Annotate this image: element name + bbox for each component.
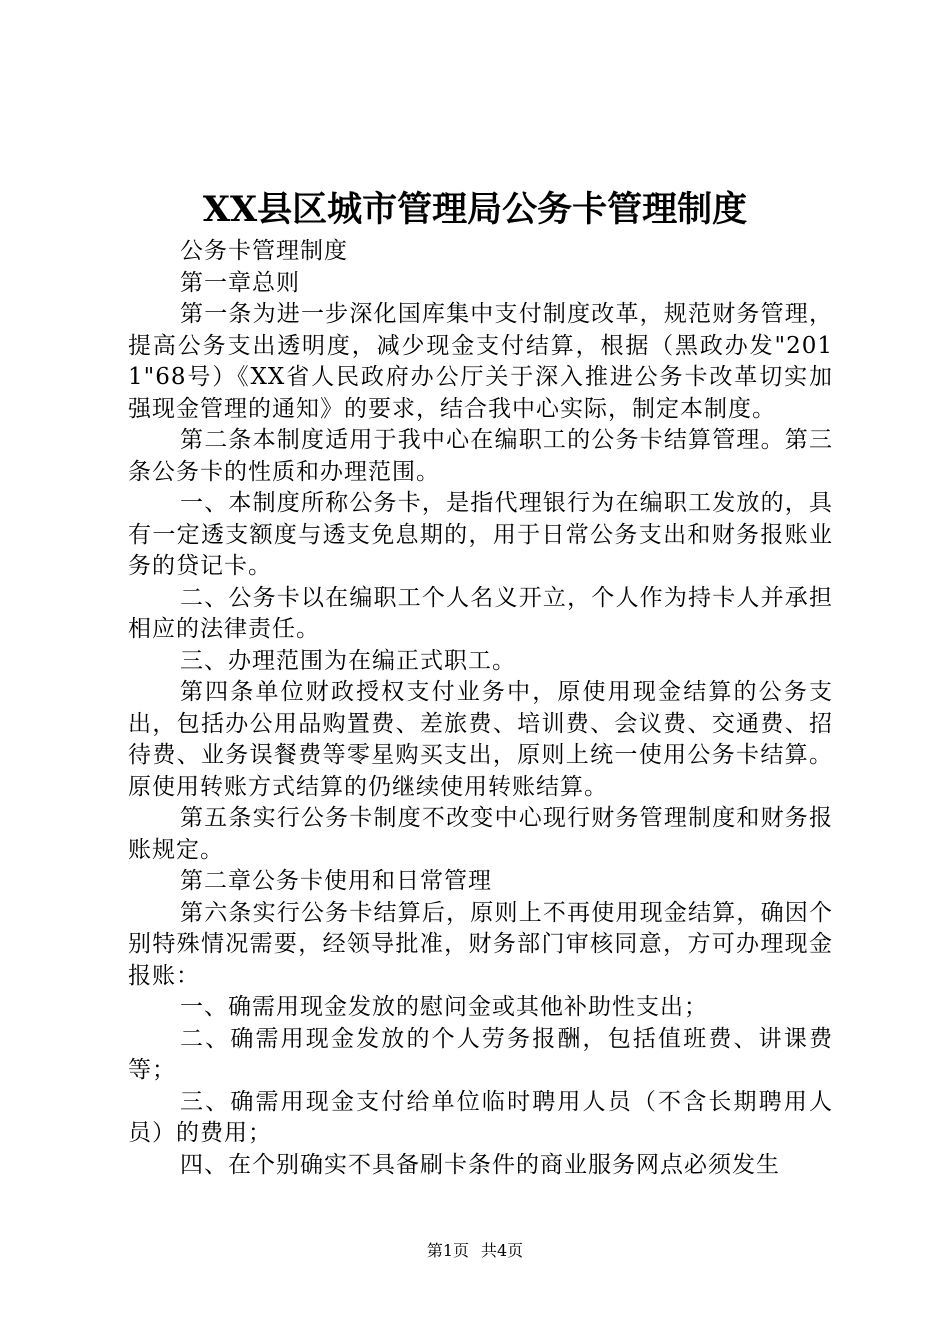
paragraph: 公务卡管理制度 — [180, 238, 348, 264]
paragraph: 三、确需用现金支付给单位临时聘用人员（不含长期聘用人员）的费用； — [128, 1088, 833, 1146]
page-total: 共4页 — [481, 1241, 524, 1260]
paragraph: 二、公务卡以在编职工个人名义开立，个人作为持卡人并承担相应的法律责任。 — [128, 584, 833, 642]
paragraph: 一、确需用现金发放的慰问金或其他补助性支出； — [180, 994, 708, 1020]
chapter-heading: 第二章公务卡使用和日常管理 — [180, 868, 492, 894]
chapter-heading: 第一章总则 — [180, 269, 300, 296]
paragraph: 二、确需用现金发放的个人劳务报酬，包括值班费、讲课费等； — [128, 1025, 833, 1083]
document-title: XX县区城市管理局公务卡管理制度 — [202, 189, 748, 230]
paragraph: 一、本制度所称公务卡，是指代理银行为在编职工发放的，具有一定透支额度与透支免息期的，用于日常公务支出和财务报账业务的贷记卡。 — [128, 490, 833, 579]
paragraph: 第五条实行公务卡制度不改变中心现行财务管理制度和财务报账规定。 — [128, 805, 833, 863]
paragraph: 四、在个别确实不具备刷卡条件的商业服务网点必须发生 — [180, 1151, 780, 1178]
paragraph: 第一条为进一步深化国库集中支付制度改革，规范财务管理，提高公务支出透明度，减少现金支付结算，根据（黑政办发"2011"68号）《XX省人民政府办公厅关于深入推进公务卡改革切实加强现金管理的通知》的要求，结合我中心实际，制定本制度。 — [128, 301, 833, 422]
paragraph: 第四条单位财政授权支付业务中，原使用现金结算的公务支出，包括办公用品购置费、差旅费、培训费、会议费、交通费、招待费、业务误餐费等零星购买支出，原则上统一使用公务卡结算。原使用转账方式结算的仍继续使用转账结算。 — [128, 679, 833, 800]
paragraph: 第六条实行公务卡结算后，原则上不再使用现金结算，确因个别特殊情况需要，经领导批准，财务部门审核同意，方可办理现金报账： — [128, 899, 833, 989]
document-body — [128, 236, 833, 1181]
paragraph: 三、办理范围为在编正式职工。 — [180, 647, 516, 674]
page-number: 第1页 — [426, 1241, 469, 1260]
page-footer — [0, 1240, 950, 1262]
paragraph: 第二条本制度适用于我中心在编职工的公务卡结算管理。第三条公务卡的性质和办理范围。 — [128, 427, 833, 485]
